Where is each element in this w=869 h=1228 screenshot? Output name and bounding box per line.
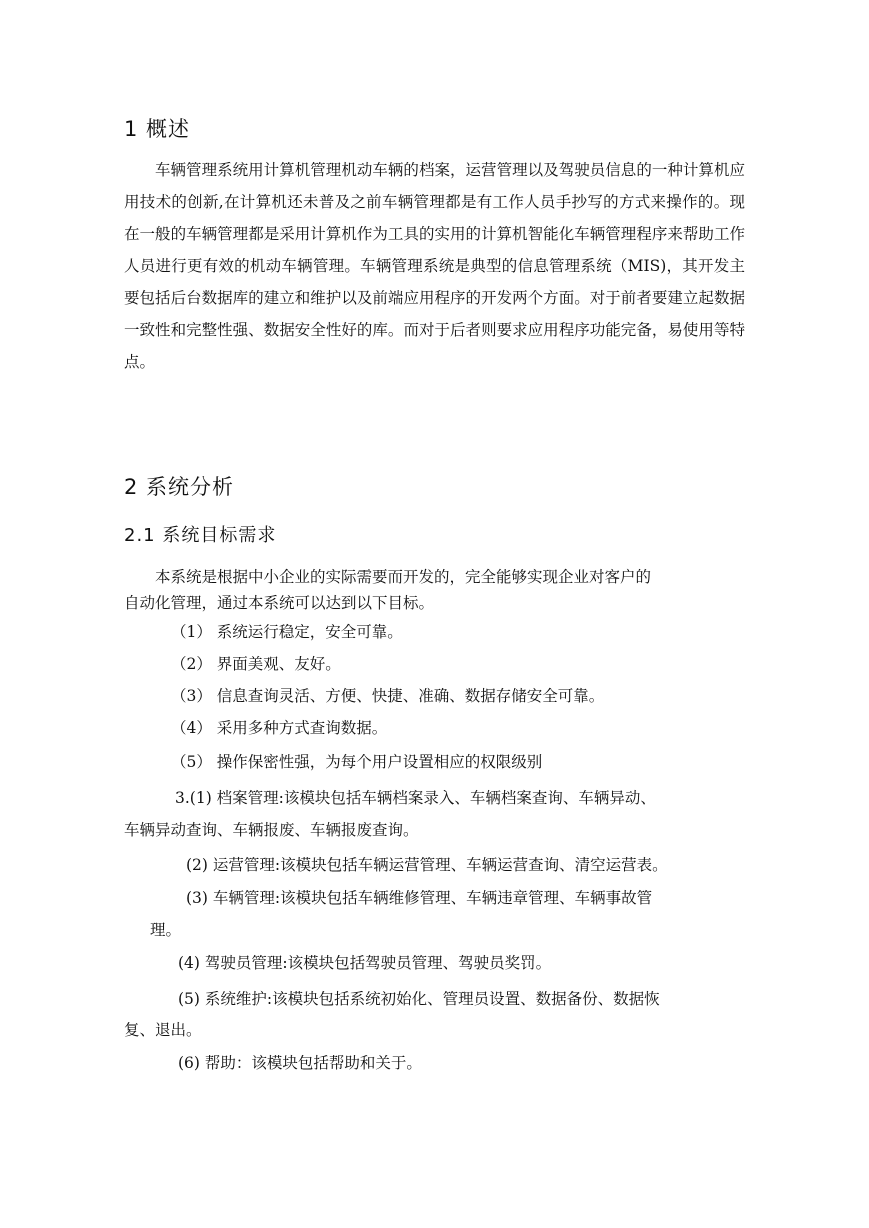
intro-line-2: 自动化管理，通过本系统可以达到以下目标。 — [124, 594, 435, 612]
module-4-line: (4) 驾驶员管理:该模块包括驾驶员管理、驾驶员奖罚。 — [178, 954, 552, 972]
section-1-heading: 1 概述 — [124, 117, 191, 141]
section-1-paragraph: 车辆管理系统用计算机管理机动车辆的档案，运营管理以及驾驶员信息的一种计算机应用技术的创新,在计算机还未普及之前车辆管理都是有工作人员手抄写的方式来操作的。现在一般的车辆管理都是采用计算机作为工具的实用的计算机智能化车辆管理程序来帮助工作人员进行更有效的机动车辆管理。车辆管理系统是典型的信息管理系统（MIS)，其开发主要包括后台数据库的建立和维护以及前端应用程序的开发两个方面。对于前者要建立起数据一致性和完整性强、数据安全性好的库。而对于后者则要求应用程序功能完备，易使用等特点。 — [124, 161, 745, 371]
module-5-line-1: (5) 系统维护:该模块包括系统初始化、管理员设置、数据备份、数据恢 — [178, 990, 660, 1008]
section-2-1-heading: 2.1 系统目标需求 — [124, 525, 277, 546]
module-1-line-2: 车辆异动查询、车辆报废、车辆报废查询。 — [124, 821, 419, 839]
section-2-heading: 2 系统分析 — [124, 475, 235, 499]
module-3-line-1: (3) 车辆管理:该模块包括车辆维修管理、车辆违章管理、车辆事故管 — [186, 889, 653, 907]
goal-item-5: （5） 操作保密性强，为每个用户设置相应的权限级别 — [171, 753, 543, 771]
module-1-line-1: 3.(1) 档案管理:该模块包括车辆档案录入、车辆档案查询、车辆异动、 — [175, 789, 656, 807]
goal-item-2: （2） 界面美观、友好。 — [171, 655, 341, 673]
goal-item-4: （4） 采用多种方式查询数据。 — [171, 719, 388, 737]
goal-item-1: （1） 系统运行稳定，安全可靠。 — [171, 623, 403, 641]
module-2-line: (2) 运营管理:该模块包括车辆运营管理、车辆运营查询、清空运营表。 — [186, 856, 668, 874]
intro-line-1: 本系统是根据中小企业的实际需要而开发的，完全能够实现企业对客户的 — [155, 568, 652, 586]
module-6-line: (6) 帮助：该模块包括帮助和关于。 — [178, 1054, 422, 1072]
module-3-line-2: 理。 — [150, 921, 182, 939]
goal-item-3: （3） 信息查询灵活、方便、快捷、准确、数据存储安全可靠。 — [171, 687, 605, 705]
module-5-line-2: 复、退出。 — [124, 1021, 202, 1039]
